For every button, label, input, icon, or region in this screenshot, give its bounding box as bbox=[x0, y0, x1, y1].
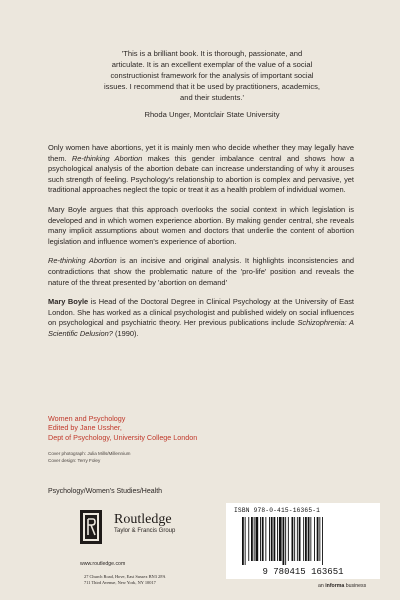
publisher-name: Routledge bbox=[114, 512, 172, 527]
barcode-digits: 9 780415 163651 bbox=[262, 567, 344, 577]
barcode-bar bbox=[269, 517, 270, 561]
subject-category: Psychology/Women's Studies/Health bbox=[48, 488, 163, 495]
barcode-bar bbox=[256, 517, 259, 561]
barcode-bar bbox=[303, 517, 304, 561]
barcode-bar bbox=[248, 517, 249, 561]
barcode-bar bbox=[265, 517, 266, 561]
barcode-bar bbox=[277, 517, 278, 561]
barcode-bar bbox=[274, 517, 276, 561]
cover-credits bbox=[48, 450, 130, 464]
blurb-paragraph-1: Only women have abortions, yet it is mainly men who decide whether they may legally have them. Re-thinking Abortion makes this gender imbalance central and shows how a psychological analysis of the abortion debate can increase understanding of why it arouses such strength of feeling. Psychology's relationship to abortion is complex and pervasive, yet traditional approaches neglect the topic or treat it as a health problem of individual women. bbox=[48, 143, 355, 195]
quote-line: and their students.' bbox=[180, 93, 244, 102]
previous-publication-title: Schizophrenia: A Scientific Delusion? bbox=[48, 318, 354, 338]
barcode-bar bbox=[310, 517, 311, 561]
barcode-bar bbox=[308, 517, 310, 561]
publisher-block bbox=[66, 504, 196, 584]
endorsement-quote bbox=[92, 48, 332, 103]
routledge-logo-icon bbox=[80, 510, 102, 544]
author-name: Mary Boyle bbox=[48, 297, 89, 307]
quote-line: 'This is a brilliant book. It is thorough, passionate, and bbox=[121, 49, 303, 58]
blurb-paragraph-3: Re-thinking Abortion is an incisive and original analysis. It highlights inconsistencies and contradictions that show the problematic nature of the 'pro-life' position and reveals the nature of the threat presented by 'abortion on demand' bbox=[48, 256, 354, 287]
barcode-bar bbox=[283, 517, 285, 565]
barcode-bar bbox=[317, 517, 319, 561]
barcode-bar bbox=[271, 517, 273, 561]
series-editor: Edited by Jane Ussher, bbox=[48, 423, 122, 433]
blurb-paragraph-2: Mary Boyle argues that this approach overlooks the social context in which legislation is developed and in which women experience abortion. By making gender central, she reveals many implicit assumptions about women and doctors that underlie the content of abortion legislation and influence women's experience of abortion. bbox=[48, 204, 354, 246]
publisher-website[interactable]: www.routledge.com bbox=[80, 561, 126, 567]
barcode-bar bbox=[319, 517, 320, 561]
publisher-address-uk: 27 Church Road, Hove, East Sussex BN3 2FA bbox=[84, 574, 166, 579]
barcode-bar bbox=[292, 517, 294, 561]
barcode-image bbox=[232, 517, 374, 577]
barcode-bar bbox=[245, 517, 246, 565]
barcode-bar bbox=[262, 517, 264, 561]
isbn-barcode bbox=[226, 503, 380, 579]
quote-line: issues. I recommend that it be used by practitioners, academics, bbox=[103, 82, 321, 91]
barcode-bar bbox=[294, 517, 295, 561]
book-title: Re-thinking Abortion bbox=[48, 256, 117, 266]
informa-brand: informa bbox=[325, 583, 345, 589]
publisher-address-us: 711 Third Avenue, New York, NY 10017 bbox=[84, 580, 156, 585]
publisher-group: Taylor & Francis Group bbox=[114, 528, 176, 534]
quote-attribution: Rhoda Unger, Montclair State University bbox=[144, 110, 280, 119]
cover-design-credit: Cover design: Terry Foley bbox=[48, 458, 101, 463]
quote-line: constructionist framework for the analysis of important social bbox=[110, 71, 314, 80]
barcode-bar bbox=[285, 517, 286, 565]
informa-tagline: an informa business bbox=[318, 583, 367, 589]
barcode-bar bbox=[242, 517, 244, 565]
barcode-bar bbox=[279, 517, 282, 561]
blurb-text bbox=[48, 143, 354, 349]
barcode-bar bbox=[251, 517, 253, 561]
book-title: Re-thinking Abortion bbox=[71, 153, 143, 163]
publisher-addresses bbox=[84, 574, 166, 586]
author-bio: Mary Boyle is Head of the Doctoral Degree in Clinical Psychology at the University of East London. She has worked as a clinical psychologist and published widely on social influences on psychological and psychiatric theory. Her previous publications include Schizophrenia: A Scientific Delusion? (1990). bbox=[48, 297, 354, 338]
cover-photo-credit: Cover photograph: Julia Mills/Millennium bbox=[48, 451, 131, 456]
barcode-bar bbox=[314, 517, 315, 561]
barcode-bar bbox=[297, 517, 298, 561]
series-info bbox=[48, 414, 197, 442]
barcode-bar bbox=[305, 517, 307, 561]
barcode-bar bbox=[322, 517, 323, 565]
series-name: Women and Psychology bbox=[48, 414, 126, 423]
series-editor-dept: Dept of Psychology, University College London bbox=[48, 432, 198, 442]
barcode-bar bbox=[288, 517, 289, 561]
barcode-bar bbox=[299, 517, 301, 561]
isbn-number: ISBN 978-0-415-16365-1 bbox=[234, 507, 321, 514]
quote-line: articulate. It is an excellent exemplar of the value of a social bbox=[111, 60, 313, 69]
barcode-bar bbox=[260, 517, 261, 561]
barcode-bar bbox=[254, 517, 255, 561]
